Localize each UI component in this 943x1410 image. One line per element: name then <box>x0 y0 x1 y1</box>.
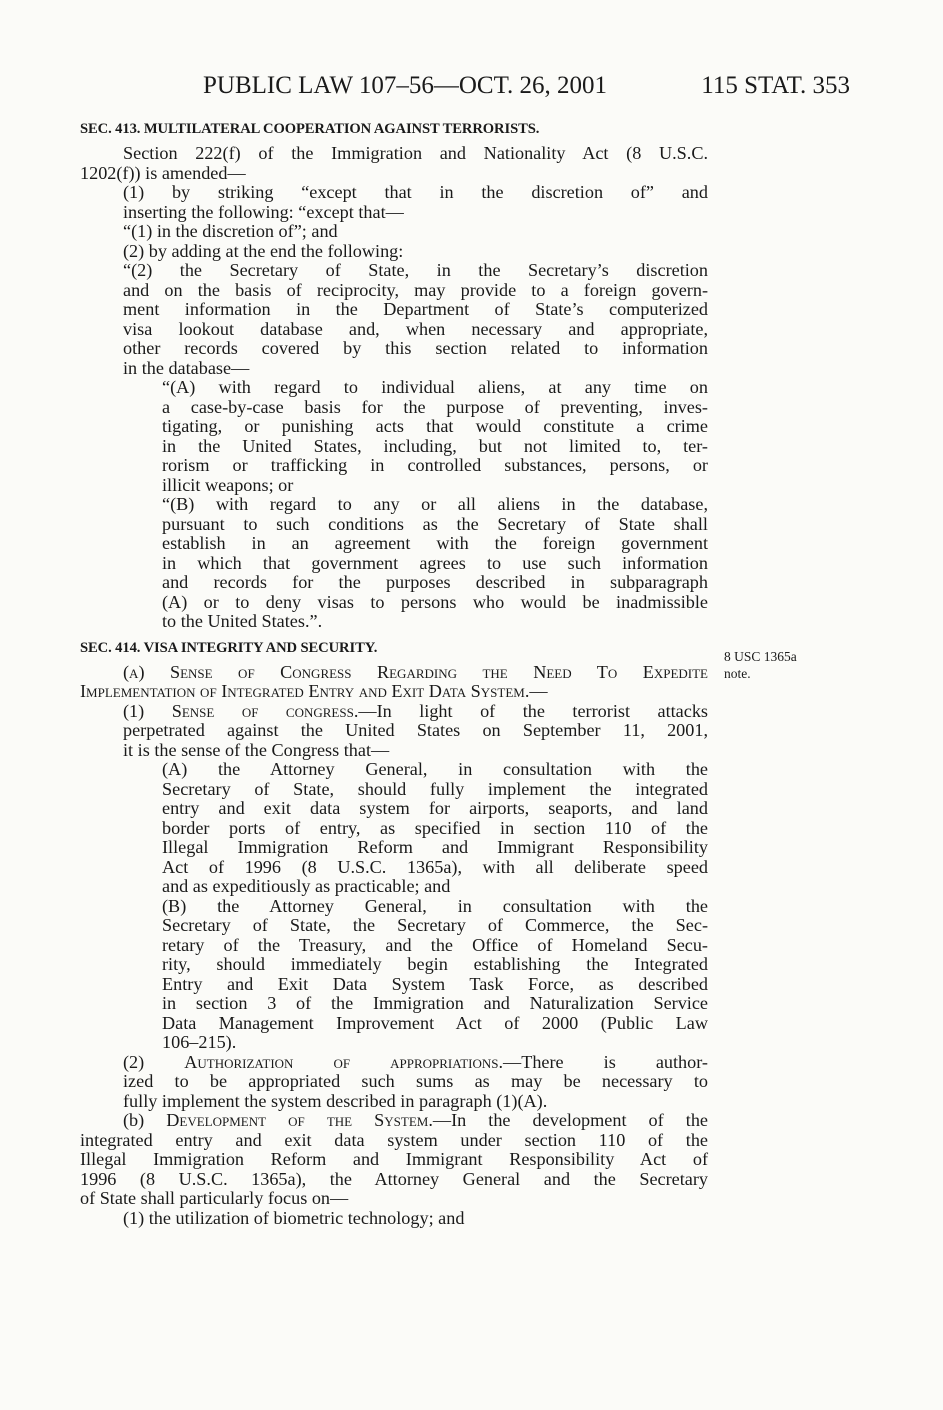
text-line: pursuant to such conditions as the Secretary of State shall <box>162 513 708 534</box>
text-line: it is the sense of the Congress that— <box>123 739 390 760</box>
margin-note-citation: 8 USC 1365a <box>724 649 797 664</box>
text-line: retary of the Treasury, and the Office of Homeland Secu- <box>162 934 708 955</box>
text-line: 1202(f)) is amended— <box>80 162 246 183</box>
document-body <box>80 120 708 1228</box>
text-line: (b) Development of the System.—In the development of the <box>123 1110 708 1130</box>
text-line: of State shall particularly focus on— <box>80 1188 349 1208</box>
text-line: in the United States, including, but not limited to, ter- <box>162 435 708 456</box>
margin-note-label: note. <box>724 666 751 681</box>
text-line: (A) the Attorney General, in consultation with the <box>162 759 708 779</box>
section-heading: SEC. 414. VISA INTEGRITY AND SECURITY. <box>80 639 378 656</box>
text-line: in section 3 of the Immigration and Naturalization Service <box>162 993 708 1013</box>
text-line: Secretary of State, should fully implement the integrated <box>162 778 708 799</box>
text-line: (B) the Attorney General, in consultation with the <box>162 895 708 916</box>
text-line: rity, should immediately begin establishing the Integrated <box>162 954 708 974</box>
text-line: (1) by striking “except that in the discretion of” and <box>123 182 708 202</box>
text-line: ized to be appropriated such sums as may be necessary to <box>123 1071 708 1091</box>
text-line: (2) Authorization of appropriations.—There is author- <box>123 1051 708 1072</box>
text-line: in the database— <box>123 357 250 378</box>
page-header <box>78 70 850 104</box>
text-line: ment information in the Department of State’s computerized <box>123 299 708 319</box>
text-line: inserting the following: “except that— <box>123 201 404 222</box>
text-line: (A) or to deny visas to persons who would be inadmissible <box>162 591 708 612</box>
text-line: other records covered by this section related to information <box>123 338 708 358</box>
text-line: “(B) with regard to any or all aliens in the database, <box>162 494 708 514</box>
text-line: perpetrated against the United States on September 11, 2001, <box>123 720 708 740</box>
text-line: 1996 (8 U.S.C. 1365a), the Attorney General and the Secretary <box>80 1168 708 1189</box>
header-stat-citation: 115 STAT. 353 <box>701 72 850 99</box>
text-line: and records for the purposes described in subparagraph <box>162 572 708 592</box>
text-line: fully implement the system described in paragraph (1)(A). <box>123 1090 548 1111</box>
margin-note <box>724 648 797 682</box>
text-line: Secretary of State, the Secretary of Commerce, the Sec- <box>162 915 708 935</box>
text-line: (a) Sense of Congress Regarding the Need To Expedite <box>123 661 708 682</box>
section-heading: SEC. 413. MULTILATERAL COOPERATION AGAINST TERRORISTS. <box>80 121 540 137</box>
text-line: (1) the utilization of biometric technology; and <box>123 1207 465 1228</box>
text-line: “(1) in the discretion of”; and <box>123 221 338 241</box>
header-title: PUBLIC LAW 107–56—OCT. 26, 2001 <box>203 72 608 99</box>
text-line: Section 222(f) of the Immigration and Nationality Act (8 U.S.C. <box>123 143 708 163</box>
text-line: establish in an agreement with the foreign government <box>162 533 708 553</box>
text-line: and as expeditiously as practicable; and <box>162 876 451 896</box>
text-line: Data Management Improvement Act of 2000 (Public Law <box>162 1012 708 1033</box>
text-line: to the United States.”. <box>162 611 323 631</box>
text-line: “(A) with regard to individual aliens, at any time on <box>162 377 708 397</box>
text-line: border ports of entry, as specified in section 110 of the <box>162 817 708 838</box>
text-line: tigating, or punishing acts that would constitute a crime <box>162 416 708 436</box>
text-line: (1) Sense of congress.—In light of the terrorist attacks <box>123 700 708 721</box>
text-line: (2) by adding at the end the following: <box>123 240 404 261</box>
text-line: illicit weapons; or <box>162 474 294 495</box>
text-line: 106–215). <box>162 1032 237 1052</box>
text-line: “(2) the Secretary of State, in the Secretary’s discretion <box>123 260 708 280</box>
text-line: and on the basis of reciprocity, may provide to a foreign govern- <box>123 279 708 300</box>
text-line: a case-by-case basis for the purpose of preventing, inves- <box>162 396 708 417</box>
text-line: Entry and Exit Data System Task Force, as described <box>162 973 708 994</box>
text-line: visa lookout database and, when necessary and appropriate, <box>123 318 708 339</box>
text-line: Act of 1996 (8 U.S.C. 1365a), with all deliberate speed <box>162 856 708 877</box>
text-line: Illegal Immigration Reform and Immigrant Responsibility Act of <box>80 1149 708 1169</box>
text-line: entry and exit data system for airports, seaports, and land <box>162 798 708 818</box>
text-line: Implementation of Integrated Entry and Exit Data System.— <box>80 681 548 701</box>
text-line: rorism or trafficking in controlled substances, persons, or <box>162 455 708 475</box>
text-line: integrated entry and exit data system under section 110 of the <box>80 1129 708 1150</box>
text-line: Illegal Immigration Reform and Immigrant Responsibility <box>162 837 708 857</box>
text-line: in which that government agrees to use such information <box>162 552 708 573</box>
